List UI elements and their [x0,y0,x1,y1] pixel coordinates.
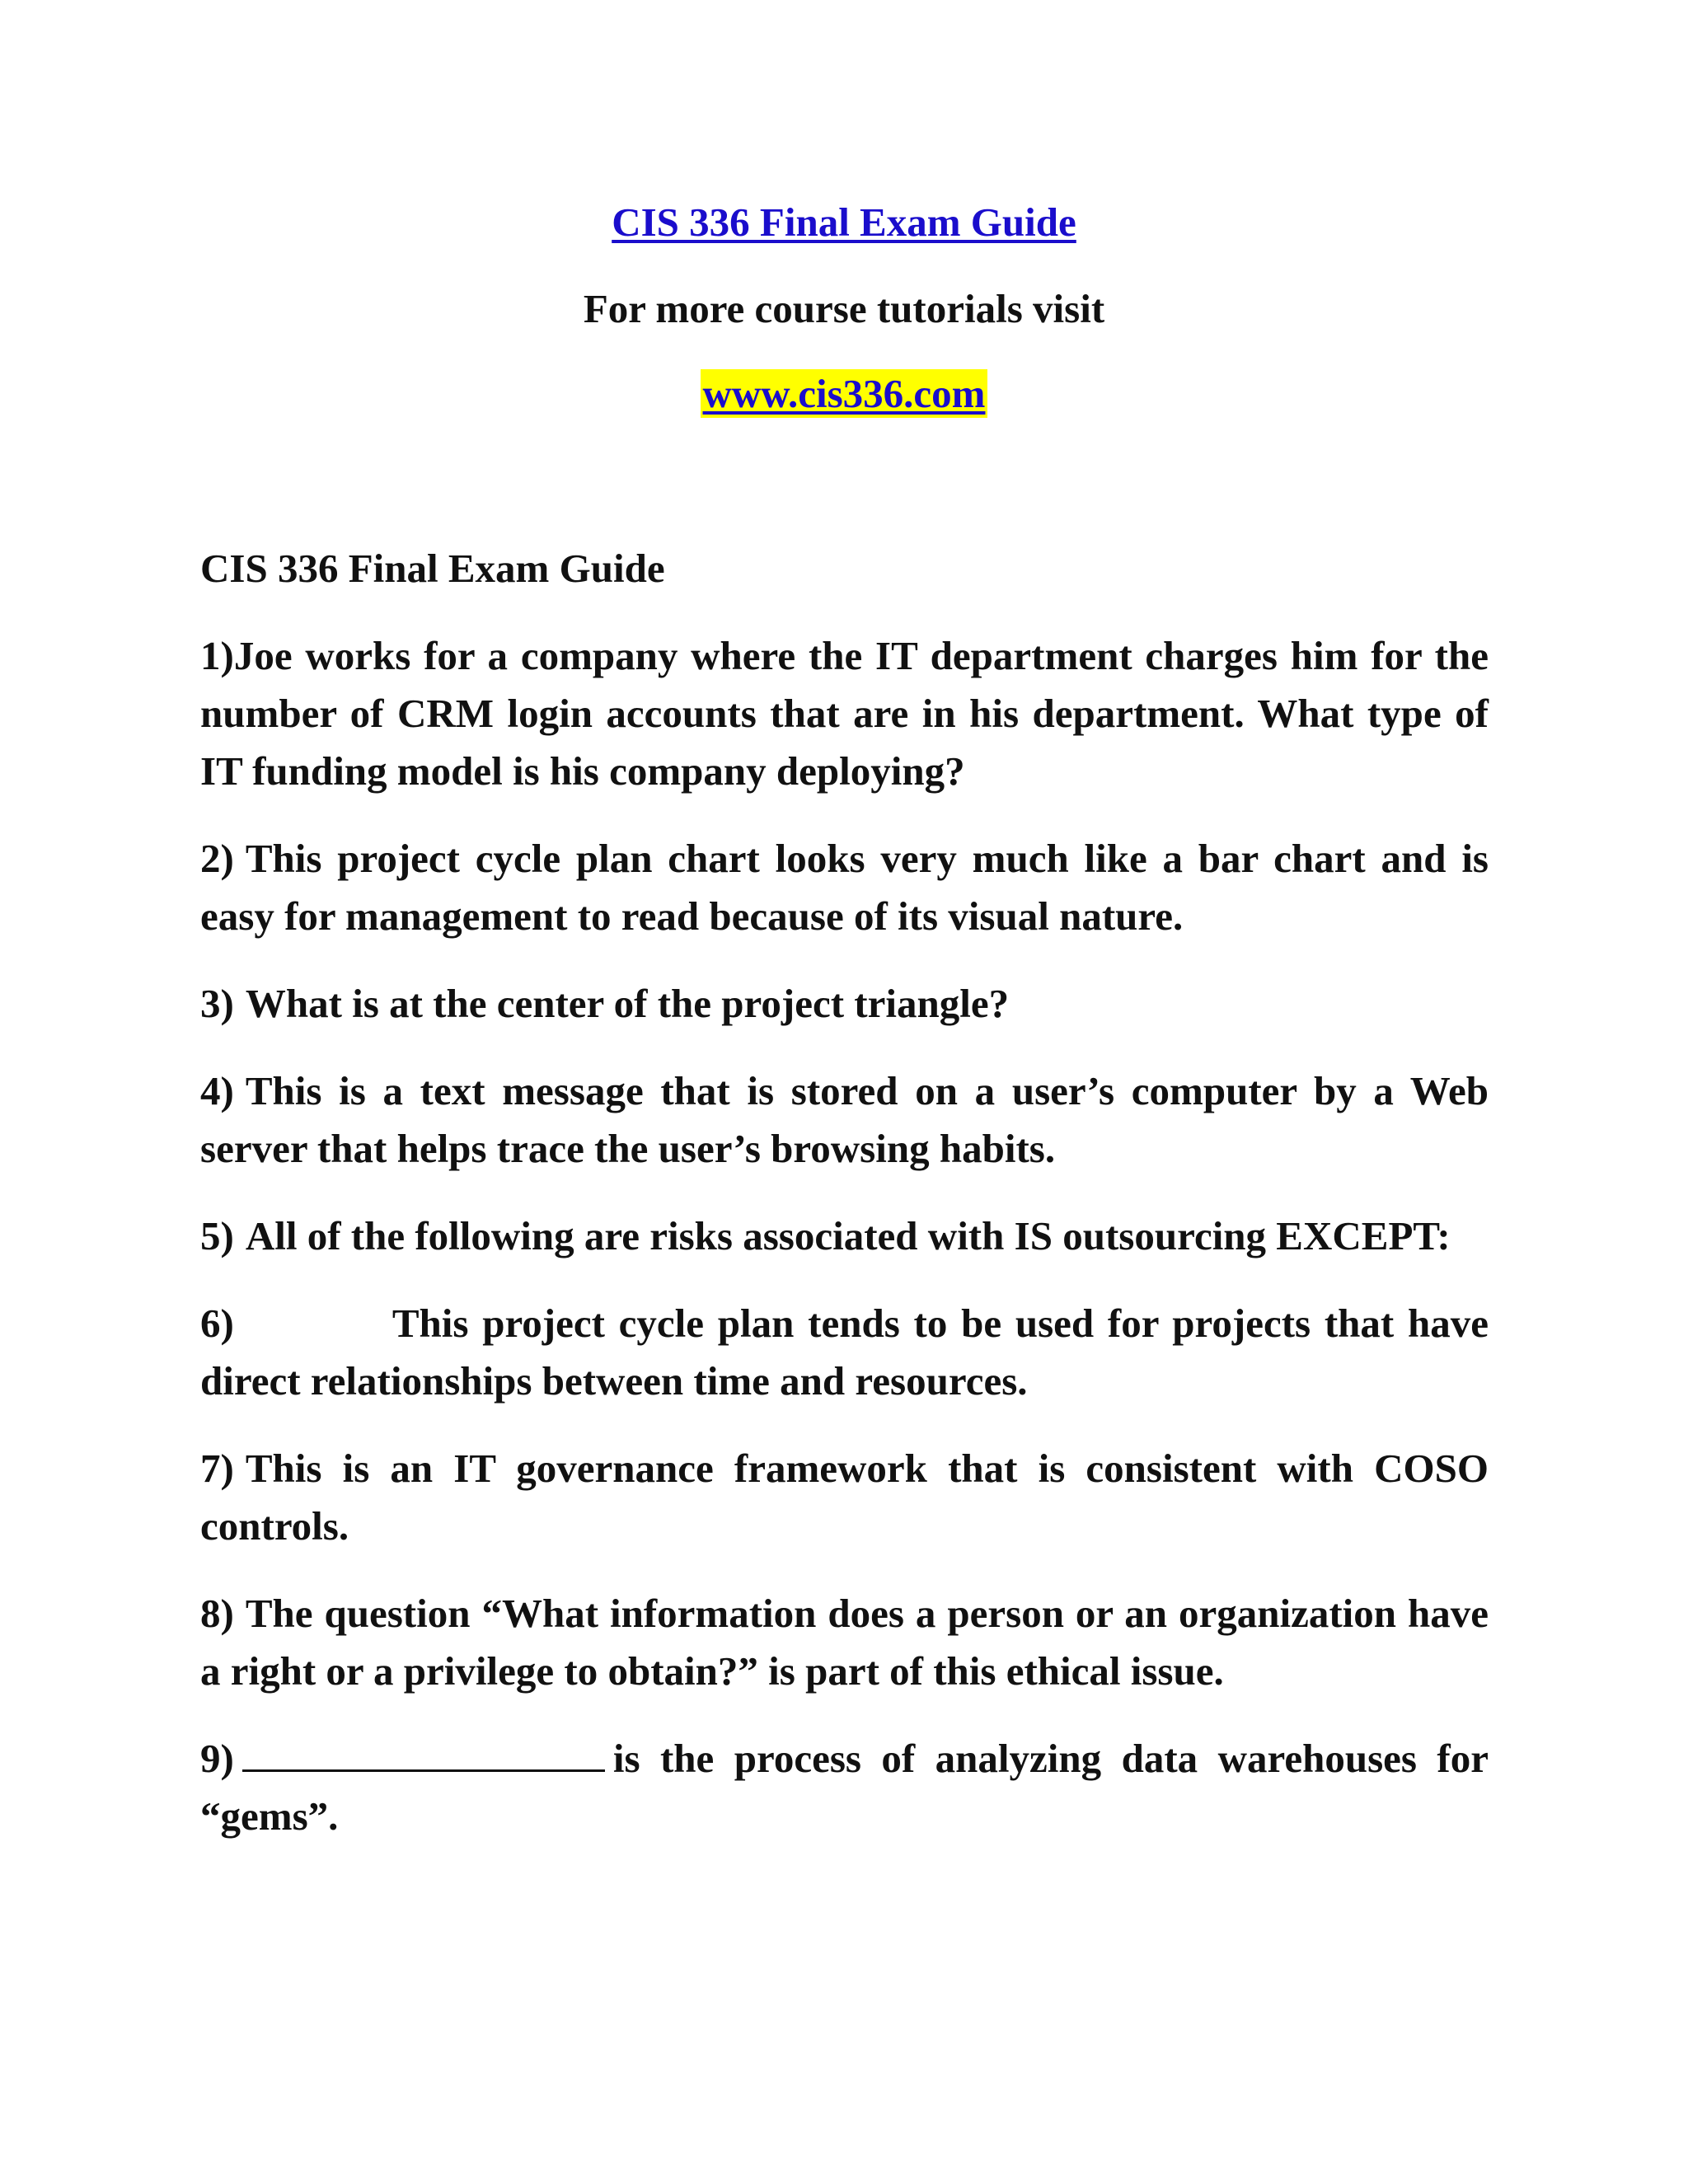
title-link[interactable]: CIS 336 Final Exam Guide [612,199,1076,245]
question-3 [200,975,1489,1033]
answer-blank [242,1733,605,1772]
question-number: 6) [200,1301,234,1346]
question-text: This project cycle plan tends to be used for projects that have direct relationships between time and resources. [200,1301,1489,1404]
question-9 [200,1730,1489,1845]
url-link[interactable]: www.cis336.com [701,369,988,418]
question-text: is the process of analyzing data warehouses for “gems”. [200,1736,1489,1839]
question-number: 2) [200,836,234,881]
question-number: 5) [200,1213,234,1258]
question-6 [200,1295,1489,1410]
question-5 [200,1207,1489,1265]
question-number: 3) [200,981,234,1026]
question-number: 8) [200,1591,234,1636]
section-heading: CIS 336 Final Exam Guide [200,546,665,591]
question-number: 1) [200,633,234,678]
question-text: This is an IT governance framework that is consistent with COSO controls. [200,1446,1489,1549]
question-1 [200,627,1489,800]
question-number: 4) [200,1068,234,1113]
question-4 [200,1062,1489,1178]
question-number: 7) [200,1446,234,1491]
question-7 [200,1440,1489,1555]
content [200,540,1489,1875]
question-2 [200,830,1489,945]
question-8 [200,1585,1489,1700]
question-number: 9) [200,1736,234,1781]
url-line [0,369,1688,419]
subtitle: For more course tutorials visit [583,286,1105,331]
question-text: What is at the center of the project triangle? [245,981,1010,1026]
question-text: Joe works for a company where the IT department charges him for the number of CRM login accounts that are in his department. What type of IT funding model is his company deploying? [200,633,1489,794]
question-text: This is a text message that is stored on a user’s computer by a Web server that helps trace the user’s browsing habits. [200,1068,1489,1171]
question-text: This project cycle plan chart looks very much like a bar chart and is easy for management to read because of its visual nature. [200,836,1489,939]
question-text: The question “What information does a person or an organization have a right or a privilege to obtain?” is part of this ethical issue. [200,1591,1489,1694]
question-text: All of the following are risks associated with IS outsourcing EXCEPT: [245,1213,1451,1258]
